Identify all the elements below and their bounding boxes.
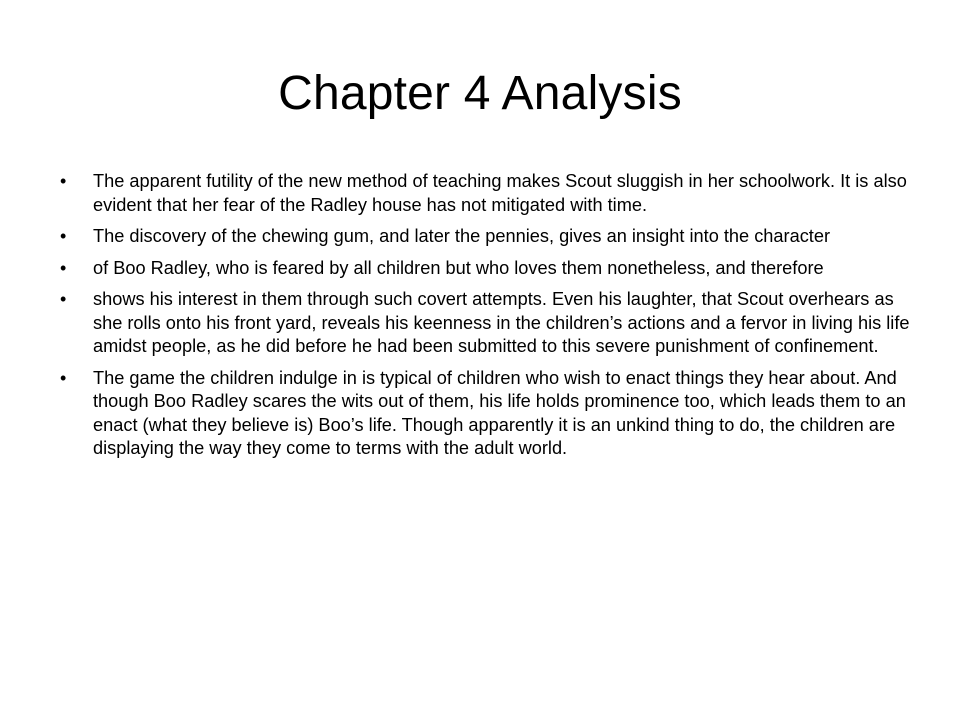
slide-title: Chapter 4 Analysis bbox=[278, 67, 682, 120]
bullet-list bbox=[60, 170, 910, 469]
bullet-text: shows his interest in them through such covert attempts. Even his laughter, that Scout overhears as she rolls onto his front yard, reveals his keenness in the children’s actions and a fervor in living his life amidst people, as he did before he had been submitted to this severe punishment of confinement. bbox=[93, 289, 910, 356]
bullet-item bbox=[60, 257, 910, 281]
bullet-text: The apparent futility of the new method of teaching makes Scout sluggish in her schoolwork. It is also evident that her fear of the Radley house has not mitigated with time. bbox=[93, 171, 907, 215]
bullet-dot-icon: • bbox=[60, 367, 67, 388]
bullet-dot-icon: • bbox=[60, 289, 67, 309]
bullet-text: The discovery of the chewing gum, and later the pennies, gives an insight into the character bbox=[93, 226, 831, 246]
bullet-dot-icon: • bbox=[60, 257, 67, 278]
bullet-text: of Boo Radley, who is feared by all children but who loves them nonetheless, and therefore bbox=[93, 257, 824, 278]
bullet-text: The game the children indulge in is typical of children who wish to enact things they hear about. And though Boo Radley scares the wits out of them, his life holds prominence too, which leads them to an enact (what they believe is) Boo’s life. Though apparently it is an unkind thing to do, the children are displaying the way they come to terms with the adult world. bbox=[93, 367, 906, 458]
bullet-item bbox=[60, 225, 910, 249]
bullet-item bbox=[60, 367, 910, 461]
bullet-item bbox=[60, 170, 910, 217]
bullet-item bbox=[60, 288, 910, 359]
bullet-dot-icon: • bbox=[60, 226, 67, 246]
bullet-dot-icon: • bbox=[60, 171, 67, 191]
